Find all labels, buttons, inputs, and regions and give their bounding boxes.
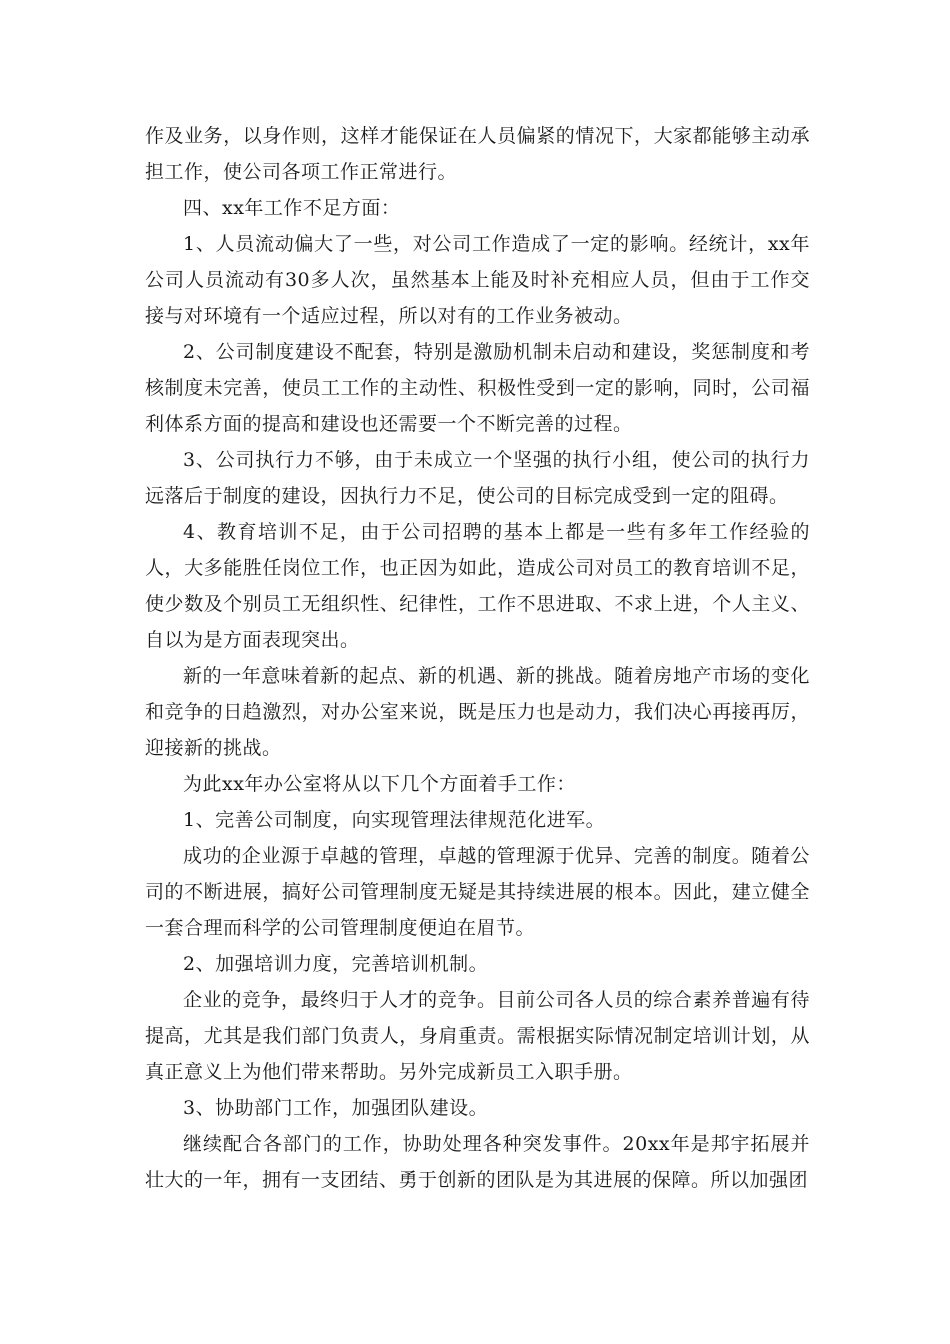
plan-item-2-body: 企业的竞争，最终归于人才的竞争。目前公司各人员的综合素养普遍有待提高，尤其是我们部门负责人，身肩重责。需根据实际情况制定培训计划，从真正意义上为他们带来帮助。另外完成新员工入职手册。 [145, 989, 810, 1083]
paragraph-new-year: 新的一年意味着新的起点、新的机遇、新的挑战。随着房地产市场的变化和竞争的日趋激烈，对办公室来说，既是压力也是动力，我们决心再接再厉，迎接新的挑战。 [145, 665, 810, 759]
paragraph-shortcoming-1: 1、人员流动偏大了一些，对公司工作造成了一定的影响。经统计，xx年公司人员流动有30多人次，虽然基本上能及时补充相应人员，但由于工作交接与对环境有一个适应过程，所以对有的工作业务被动。 [145, 233, 810, 327]
plan-item-1-body: 成功的企业源于卓越的管理，卓越的管理源于优异、完善的制度。随着公司的不断进展，搞好公司管理制度无疑是其持续进展的根本。因此，建立健全一套合理而科学的公司管理制度便迫在眉节。 [145, 845, 810, 939]
plan-item-1-heading: 1、完善公司制度，向实现管理法律规范化进军。 [183, 809, 606, 831]
paragraph-shortcoming-4: 4、教育培训不足，由于公司招聘的基本上都是一些有多年工作经验的人，大多能胜任岗位工作，也正因为如此，造成公司对员工的教育培训不足，使少数及个别员工无组织性、纪律性，工作不思进取、不求上进，个人主义、自以为是方面表现突出。 [145, 521, 810, 651]
paragraph-shortcoming-3: 3、公司执行力不够，由于未成立一个坚强的执行小组，使公司的执行力远落后于制度的建设，因执行力不足，使公司的目标完成受到一定的阻碍。 [145, 449, 810, 507]
paragraph-plan-intro: 为此xx年办公室将从以下几个方面着手工作： [183, 773, 576, 795]
paragraph-shortcoming-2: 2、公司制度建设不配套，特别是激励机制未启动和建设，奖惩制度和考核制度未完善，使员工工作的主动性、积极性受到一定的影响，同时，公司福利体系方面的提高和建设也还需要一个不断完善的过程。 [145, 341, 810, 435]
plan-item-3-heading: 3、协助部门工作，加强团队建设。 [183, 1097, 489, 1119]
paragraph-continuation: 作及业务，以身作则，这样才能保证在人员偏紧的情况下，大家都能够主动承担工作，使公司各项工作正常进行。 [145, 125, 810, 183]
document-body [145, 118, 810, 1198]
plan-item-3-body: 继续配合各部门的工作，协助处理各种突发事件。20xx年是邦宇拓展并壮大的一年，拥有一支团结、勇于创新的团队是为其进展的保障。所以加强团 [145, 1133, 810, 1191]
section-heading-shortcomings: 四、xx年工作不足方面： [183, 197, 401, 219]
plan-item-2-heading: 2、加强培训力度，完善培训机制。 [183, 953, 489, 975]
